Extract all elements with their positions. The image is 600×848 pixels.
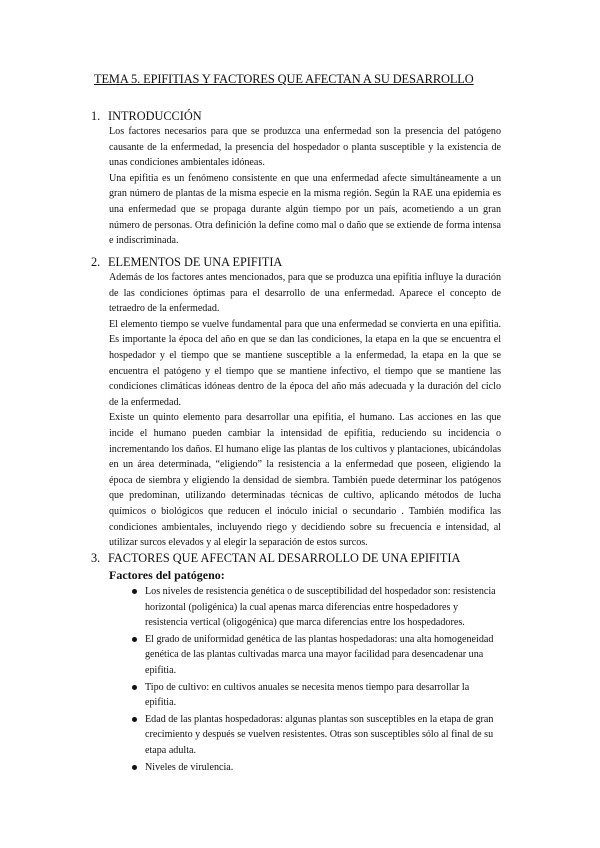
section-2-title: ELEMENTOS DE UNA EPIFITIA xyxy=(108,255,283,269)
paragraph: Existe un quinto elemento para desarrollar una epifitia, el humano. Las acciones en las que incide el humano pueden cambiar la intensidad de epifitia, reduciendo su incidencia o incrementando los daños. El humano elige las plantas de los cultivos y plantaciones, ubicándolas en un área determinada, “eligiendo” la resistencia a la enfermedad que poseen, eligiendo la época de siembra y eligiendo la densidad de siembra. También puede determinar los patógenos que predominan, utilizando determinadas técnicas de cultivo, aplicando métodos de lucha químicos o biológicos que reducen el inóculo inicial o secundario . También modifica las condiciones ambientales, incluyendo riego y decidiendo sobre su frecuencia e intensidad, al utilizar surcos elevados y al elegir la separación de estos surcos. xyxy=(109,412,501,549)
list-item xyxy=(109,680,501,711)
factor-list xyxy=(109,584,501,776)
section-1-body xyxy=(109,124,501,249)
paragraph: Los factores necesarios para que se produzca una enfermedad son la presencia del patógeno causante de la enfermedad, la presencia del hospedador o planta susceptible y la existencia de unas condiciones ambientales idóneas. xyxy=(109,126,501,169)
list-item xyxy=(109,584,501,631)
list-item-text: Tipo de cultivo: en cultivos anuales se necesita menos tiempo para desarrollar la epifitia. xyxy=(145,681,470,709)
bullet-icon xyxy=(132,765,137,770)
section-2-body xyxy=(109,270,501,551)
section-1-title: INTRODUCCIÓN xyxy=(108,109,202,123)
document-title: TEMA 5. EPIFITIAS Y FACTORES QUE AFECTAN A SU DESARROLLO xyxy=(94,72,474,86)
section-3-number: 3. xyxy=(91,551,101,565)
list-item-text: Edad de las plantas hospedadoras: algunas plantas son susceptibles en la etapa de gran crecimiento y después se vuelven resistentes. Otras son susceptibles sólo al final de su etapa adulta. xyxy=(145,713,494,756)
section-1-heading xyxy=(91,109,202,124)
list-item-text: El grado de uniformidad genética de las plantas hospedadoras: una alta homogeneidad genética de las plantas cultivadas marca una mayor facilidad para desencadenar una epifitia. xyxy=(145,633,494,676)
section-2-heading xyxy=(91,255,282,270)
subheading-pathogen-factors: Factores del patógeno: xyxy=(109,568,225,582)
bullet-icon xyxy=(132,717,137,722)
section-3-heading xyxy=(91,551,460,566)
list-item xyxy=(109,760,501,776)
list-item-text: Los niveles de resistencia genética o de susceptibilidad del hospedador son: resistencia horizontal (poligénica) la cual apenas marca diferencias entre hospedadores y resistencia vertical (oligogénica) que marca diferencias entre los hospedadores. xyxy=(145,586,496,629)
section-1-number: 1. xyxy=(91,109,101,123)
bullet-icon xyxy=(132,637,137,642)
paragraph: Una epifitia es un fenómeno consistente en que una enfermedad afecte simultáneamente a un gran número de plantas de la misma especie en la misma región. Según la RAE una epidemia es una enfermedad que se propaga durante algún tiempo por un país, acometiendo a un gran número de personas. Otra definición la define como mal o daño que se extiende de forma intensa e indiscriminada. xyxy=(109,172,501,247)
list-item xyxy=(109,632,501,679)
section-3-title: FACTORES QUE AFECTAN AL DESARROLLO DE UNA EPIFITIA xyxy=(108,551,461,565)
section-2-number: 2. xyxy=(91,255,101,269)
paragraph: Además de los factores antes mencionados, para que se produzca una epifitia influye la duración de las condiciones óptimas para el desarrollo de una enfermedad. Aparece el concepto de tetraedro de la enfermedad. xyxy=(109,272,501,315)
list-item xyxy=(109,712,501,759)
paragraph: El elemento tiempo se vuelve fundamental para que una enfermedad se convierta en una epifitia. Es importante la época del año en que se dan las condiciones, la etapa en la que se encuentra el hospedador y el tiempo que se mantiene susceptible a la enfermedad, la etapa en la que se encuentra el patógeno y el tiempo que se mantiene infectivo, el tiempo que se mantiene las condiciones climáticas idóneas dentro de la época del año más adecuada y la duración del ciclo de la enfermedad. xyxy=(109,318,501,408)
list-item-text: Niveles de virulencia. xyxy=(145,761,234,773)
bullet-icon xyxy=(132,685,137,690)
bullet-icon xyxy=(132,589,137,594)
